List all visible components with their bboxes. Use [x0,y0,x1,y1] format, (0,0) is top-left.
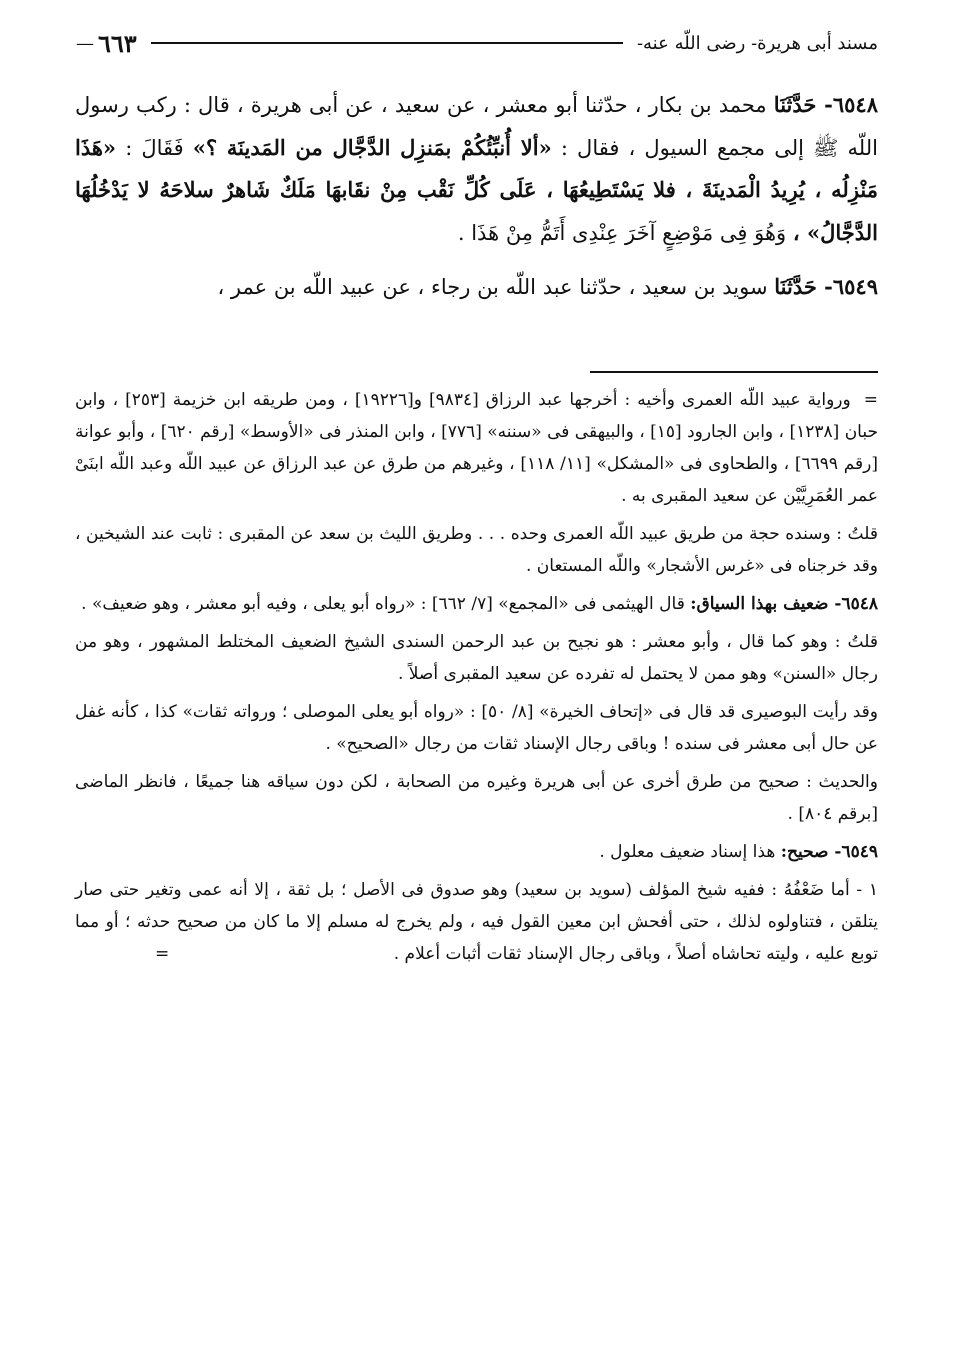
footnote-text: ورواية عبيد اللّه العمرى وأخيه : أخرجها عبد الرزاق [٩٨٣٤] و[١٩٢٢٦] ، ومن طريقه ابن خزيمة [٢٥٣] ، وابن حبان [١٢٣٨] ، وابن الجارود [١٥] ، والبيهقى فى «سننه» [٧٧٦] ، وابن المنذر فى «الأوسط» [رقم ٦٢٠] ، وأبو عوانة [رقم ٦٦٩٩] ، والطحاوى فى «المشكل» [١١/ ١١٨] ، وغيرهم من طرق عن عبد الرزاق عن عبيد اللّه وعبد اللّه ابنَىْ عمر العُمَرِيَّيْن عن سعيد المقبرى به . [75,390,878,506]
footnote-text: والحديث : صحيح من طرق أخرى عن أبى هريرة وغيره من الصحابة ، لكن دون سياقه هنا جميعًا ، فانظر الماضى [برقم ٨٠٤] . [75,772,878,824]
footnote-paragraph [75,874,878,970]
footnote-paragraph [75,626,878,690]
footnote-paragraph [75,588,878,620]
footnote-text: هذا إسناد ضعيف معلول . [599,842,776,862]
hadith-number: ٦٥٤٨ [832,92,878,117]
hadith-text: فَقَالَ : [125,135,184,160]
hadith-lead: حَدَّثَنَا [774,274,817,299]
hadith-6548: ٦٥٤٨- حَدَّثَنَا محمد بن بكار ، حدّثنا أبو معشر ، عن سعيد ، عن أبى هريرة ، قال : ركب رسول اللّه ﷺ إلى مجمع السيول ، فقال : «ألا أُنبِّئُكُمْ بمَنزِل الدَّجَّال من المَدينَة ؟» فَقَالَ : «هَذَا مَنْزِلُه ، يُرِيدُ الْمَدينَةَ ، فلا يَسْتَطِيعُهَا ، عَلَى كُلِّ نَقْب مِنْ نقَابهَا مَلَكٌ شَاهرٌ سلاحَهُ لا يَدْخُلُهَا الدَّجَّالُ» ، وَهُوَ فِى مَوْضِعٍ آخَرَ عِنْدِى أَتَمُّ مِنْ هَذَا . [75,92,878,245]
footnote-paragraph [75,696,878,760]
hadith-quote: «ألا أُنبِّئُكُمْ بمَنزِل الدَّجَّال من المَدينَة ؟» [192,134,552,160]
footnote-text: وقد رأيت البوصيرى قد قال فى «إتحاف الخيرة» [٨/ ٥٠] : «رواه أبو يعلى الموصلى ؛ ورواته ثقات» كذا ، كأنه غفل عن حال أبى معشر فى سنده ! وباقى رجال الإسناد ثقات من رجال «الصحيح» . [75,702,878,754]
hadith-text: سويد بن سعيد ، حدّثنا عبد اللّه بن رجاء ، عن عبيد اللّه بن عمر ، [217,275,768,299]
footnote-heading: ٦٥٤٩- صحيح: [780,842,878,862]
footnote-divider [590,371,878,373]
footnote-paragraph [75,518,878,582]
hadith-lead: حَدَّثَنَا [773,92,817,117]
footnote-paragraph [75,384,878,512]
running-header [72,28,878,58]
header-dash: — [76,32,94,54]
hadith-text: وَهُوَ فِى مَوْضِعٍ آخَرَ عِنْدِى أَتَمُّ مِنْ هَذَا . [457,220,787,245]
footnote-text: قلتُ : وسنده حجة من طريق عبيد اللّه العمرى وحده . . . وطريق الليث بن سعد عن المقبرى : ثابت عند الشيخين ، وقد خرجناه فى «غرس الأشجار» واللّه المستعان . [75,524,878,576]
continuation-marker: = [155,944,170,964]
hadith-6549: ٦٥٤٩- حَدَّثَنَا سويد بن سعيد ، حدّثنا عبد اللّه بن رجاء ، عن عبيد اللّه بن عمر ، [217,274,878,299]
hadith-quote: «هَذَا مَنْزِلُه ، يُرِيدُ الْمَدينَةَ ، فلا يَسْتَطِيعُهَا ، عَلَى كُلِّ نَقْب مِنْ نقَابهَا مَلَكٌ شَاهرٌ سلاحَهُ لا يَدْخُلُهَا الدَّجَّالُ» ، [75,134,878,245]
header-rule [151,42,623,44]
main-text [75,84,878,309]
hadith-text: محمد بن بكار ، حدّثنا أبو معشر ، عن سعيد ، عن أبى هريرة ، قال : ركب رسول اللّه ﷺ إلى مجمع السيول ، فقال : [75,93,878,160]
footnote-paragraph [75,836,878,868]
page-number: ٦٦٣ [98,28,137,58]
continuation-marker: = [863,390,878,410]
footnotes [75,384,878,976]
footnote-text: ١ - أما ضَعْفُهُ : ففيه شيخ المؤلف (سويد بن سعيد) وهو صدوق فى الأصل ؛ بل ثقة ، إلا أنه عمى وتغير حتى صار يتلقن ، فتناولوه لذلك ، حتى أفحش ابن معين القول فيه ، ولم يخرج له مسلم إلا ما كان من صحيح حدثه ؛ أو مما توبع عليه ، وليته تحاشاه أصلاً ، وباقى رجال الإسناد ثقات أثبات أعلام . [75,880,878,964]
footnote-text: قال الهيثمى فى «المجمع» [٧/ ٦٦٢] : «رواه أبو يعلى ، وفيه أبو معشر ، وهو ضعيف» . [81,594,685,614]
footnote-text: قلتُ : وهو كما قال ، وأبو معشر : هو نجيح بن عبد الرحمن السندى الشيخ الضعيف المختلط المشهور ، وهو من رجال «السنن» وهو ممن لا يحتمل له تفرده عن سعيد المقبرى أصلاً . [75,632,878,684]
footnote-paragraph [75,766,878,830]
hadith-number: ٦٥٤٩ [832,274,878,299]
footnote-heading: ٦٥٤٨- ضعيف بهذا السياق: [690,594,878,614]
running-title: مسند أبى هريرة- رضى اللّه عنه- [636,32,878,54]
